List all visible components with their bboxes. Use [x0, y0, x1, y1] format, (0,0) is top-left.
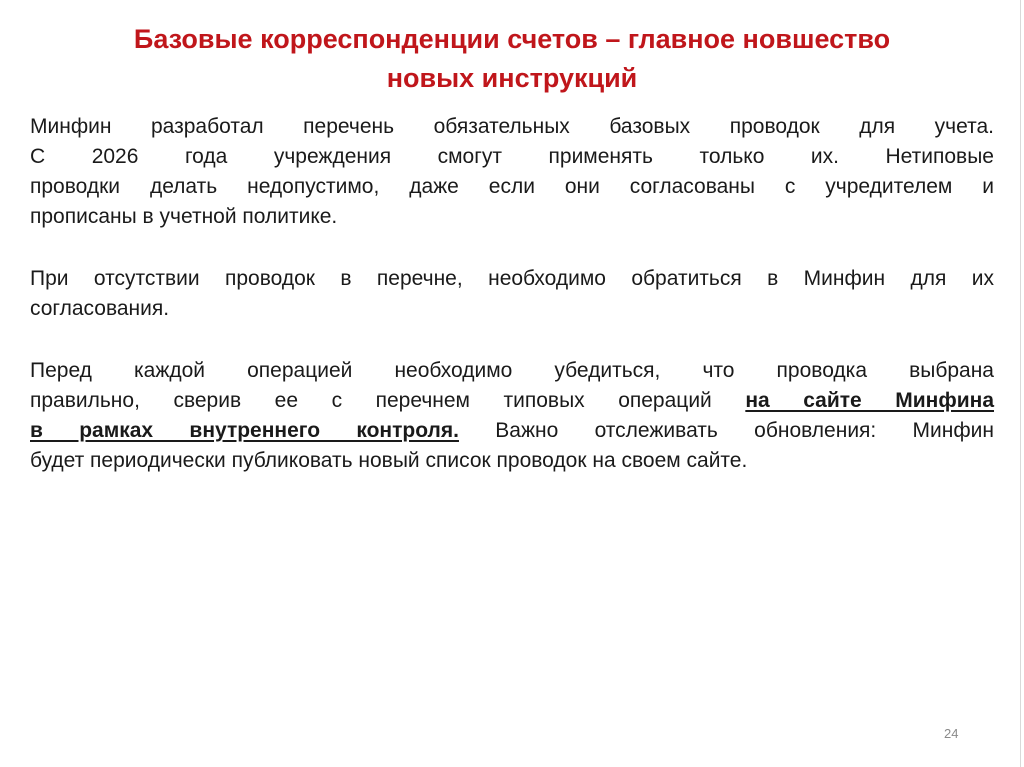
title-line-1: Базовые корреспонденции счетов – главное новшество [133, 24, 891, 54]
title-line-2: новых инструкций [386, 63, 638, 93]
slide-title [20, 20, 1004, 98]
minfin-site-link[interactable]: на сайте Минфина [745, 389, 994, 412]
paragraph-line: проводки делать недопустимо, даже если они согласованы с учредителем и [30, 175, 994, 198]
internal-control-link[interactable]: в рамках внутреннего контроля. [30, 419, 459, 442]
paragraph-line: согласования. [30, 297, 170, 320]
paragraph-line: Минфин разработал перечень обязательных базовых проводок для учета. [30, 115, 994, 138]
paragraph-text: правильно, сверив ее с перечнем типовых операций [30, 389, 746, 412]
paragraph-line: С 2026 года учреждения смогут применять только их. Нетиповые [30, 145, 994, 168]
slide-edge-divider [1020, 0, 1021, 767]
paragraph-line: При отсутствии проводок в перечне, необходимо обратиться в Минфин для их [30, 267, 994, 290]
paragraph-line: Перед каждой операцией необходимо убедиться, что проводка выбрана [30, 359, 994, 382]
paragraph-minfin-list [30, 112, 994, 232]
paragraph-line [30, 386, 994, 416]
page-number: 24 [944, 726, 959, 741]
paragraph-line [30, 416, 994, 446]
slide-body [30, 112, 994, 508]
paragraph-line: прописаны в учетной политике. [30, 205, 338, 228]
paragraph-text: Важно отслеживать обновления: Минфин [458, 419, 994, 442]
paragraph-line: будет периодически публиковать новый список проводок на своем сайте. [30, 449, 748, 472]
paragraph-missing-entries [30, 264, 994, 324]
paragraph-verification [30, 356, 994, 476]
